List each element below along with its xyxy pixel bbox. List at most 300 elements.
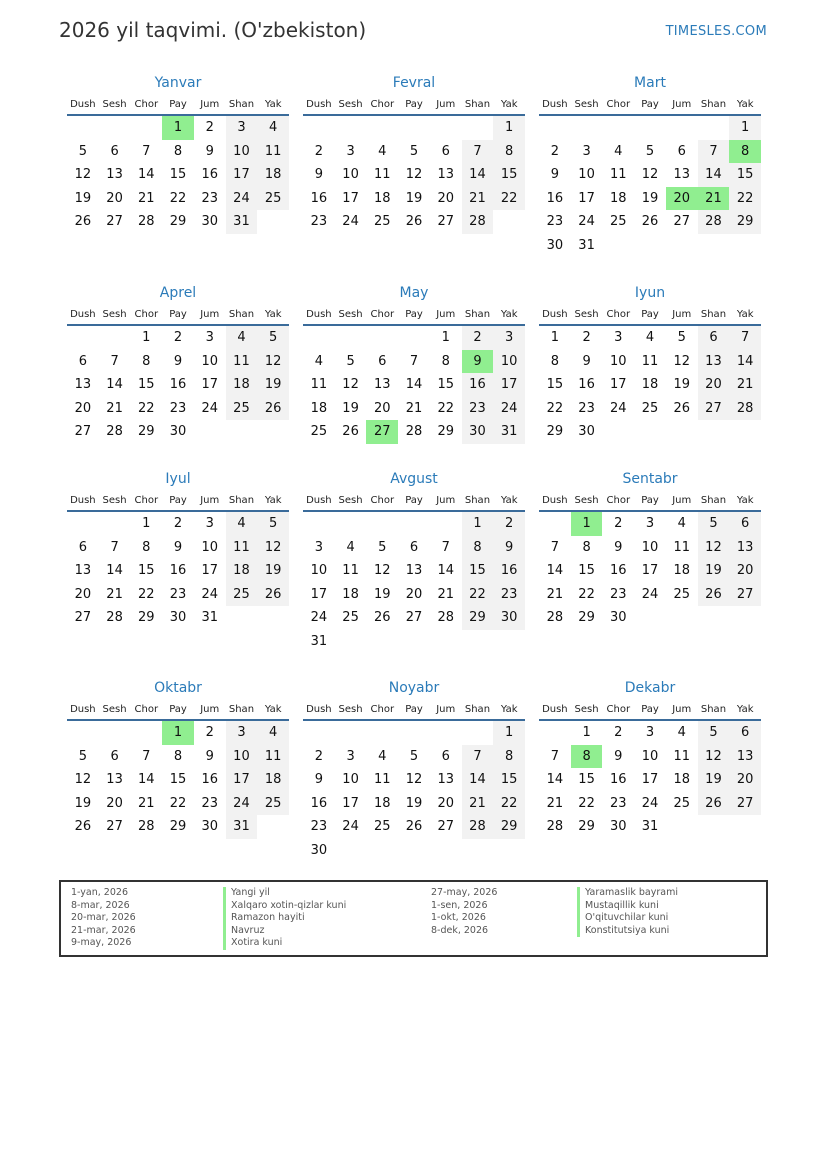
weekday-label: Yak [264,99,282,110]
day-cell: 27 [437,819,454,835]
day-cell: 9 [493,536,525,560]
day-cell: 30 [610,610,627,626]
day-cell: 22 [493,187,525,211]
day-cell: 17 [342,795,359,811]
weekday-label: Pay [169,495,187,506]
legend-holiday-name: Mustaqillik kuni [577,900,678,913]
weekday-label: Jum [436,495,456,506]
empty-day-cell [666,606,698,630]
day-cell: 19 [342,400,359,416]
legend-holiday-name: Xalqaro xotin-qizlar kuni [223,900,346,913]
week-row [539,140,761,164]
week-row [67,350,289,374]
day-cell: 26 [405,214,423,230]
week-row [539,815,761,839]
day-cell: 12 [405,167,423,183]
day-cell: 13 [437,167,454,183]
day-cell: 17 [641,563,659,579]
day-cell: 29 [493,815,525,839]
day-cell: 15 [169,772,187,788]
day-cell: 29 [138,610,155,626]
week-row [67,536,289,560]
day-cell: 21 [437,586,454,602]
day-cell: 12 [641,167,659,183]
weekday-label: Pay [405,309,423,320]
day-cell: 25 [641,400,659,416]
day-cell: 31 [226,815,258,839]
empty-day-cell [130,116,162,140]
empty-day-cell [257,420,289,444]
week-row [539,397,761,421]
day-cell: 28 [138,214,155,230]
empty-day-cell [462,116,494,140]
weekday-label: Sesh [338,99,363,110]
week-row [539,234,761,258]
weekday-header [539,96,761,116]
day-cell: 15 [493,163,525,187]
day-cell: 1 [462,512,494,536]
day-cell: 10 [578,167,595,183]
day-cell: 4 [226,326,258,350]
day-cell: 14 [462,163,494,187]
day-cell: 2 [205,725,214,740]
day-cell: 5 [257,326,289,350]
week-row [539,512,761,536]
weekday-label: Jum [200,495,220,506]
day-cell: 14 [437,563,454,579]
day-cell: 3 [226,116,258,140]
day-cell: 6 [78,353,87,369]
day-cell: 7 [462,140,494,164]
day-cell: 18 [374,190,391,206]
weekday-label: Dush [542,309,568,320]
day-cell: 20 [106,190,123,206]
day-cell: 10 [641,539,659,555]
day-cell: 26 [374,610,391,626]
day-cell: 22 [578,795,595,811]
month-title: Mart [634,75,666,91]
day-cell: 21 [462,187,494,211]
week-row [67,583,289,607]
day-cell: 8 [142,539,151,555]
day-cell: 19 [374,586,391,602]
day-cell: 4 [346,539,355,555]
day-cell: 14 [106,563,123,579]
day-cell: 7 [110,353,119,369]
day-cell: 9 [173,353,183,369]
week-row [539,373,761,397]
empty-day-cell [430,116,462,140]
empty-day-cell [99,721,131,745]
day-cell: 21 [729,373,761,397]
day-cell: 22 [169,795,187,811]
day-cell: 29 [138,424,155,440]
empty-day-cell [303,116,335,140]
day-cell: 28 [698,210,730,234]
week-row [303,721,525,745]
day-cell: 31 [226,210,258,234]
day-cell: 15 [462,559,494,583]
weekday-label: Shan [700,495,727,506]
empty-day-cell [666,116,698,140]
day-cell: 18 [342,586,359,602]
day-cell: 30 [578,424,595,440]
weekday-label: Yak [500,704,518,715]
day-cell: 23 [546,214,564,230]
day-cell: 18 [610,190,627,206]
week-row [539,187,761,211]
empty-day-cell [366,326,398,350]
week-row [67,187,289,211]
day-cell: 28 [138,819,155,835]
month-title: Iyun [634,285,666,301]
day-cell: 27 [106,214,123,230]
day-cell: 26 [74,819,92,835]
day-cell: 26 [257,397,289,421]
day-cell: 19 [698,559,730,583]
empty-day-cell [226,420,258,444]
empty-day-cell [398,116,430,140]
day-cell: 3 [205,516,214,531]
empty-day-cell [698,606,730,630]
empty-day-cell [430,512,462,536]
day-cell: 22 [546,400,564,416]
day-cell: 3 [346,748,355,764]
weekday-label: Dush [306,309,332,320]
week-row [67,792,289,816]
week-row [303,792,525,816]
weekday-label: Yak [500,495,518,506]
week-row [539,606,761,630]
day-cell: 25 [673,586,690,602]
month-yanvar [67,74,289,234]
empty-day-cell [698,234,730,258]
day-cell: 18 [641,377,659,393]
legend-dates-right [431,887,497,937]
empty-day-cell [634,116,666,140]
day-cell: 7 [142,143,151,159]
week-row [539,420,761,444]
week-row [67,768,289,792]
day-cell: 31 [578,237,595,253]
weekday-label: Shan [228,309,255,320]
day-cell: 8 [550,353,559,369]
month-aprel [67,284,289,444]
day-cell: 16 [310,795,328,811]
day-cell: 14 [546,772,564,788]
day-cell: 27 [729,583,761,607]
weekday-label: Jum [672,99,692,110]
weekday-label: Dush [70,495,96,506]
day-cell: 17 [226,768,258,792]
weekday-label: Jum [672,495,692,506]
day-cell: 14 [138,772,155,788]
weekday-label: Pay [641,99,659,110]
day-cell: 19 [673,377,690,393]
day-cell: 28 [437,610,454,626]
day-cell: 5 [698,512,730,536]
weekday-header [67,492,289,512]
day-cell: 10 [342,167,359,183]
day-cell: 9 [314,772,323,788]
day-cell: 1 [550,330,559,345]
day-cell: 30 [201,214,218,230]
week-row [67,326,289,350]
day-cell: 10 [342,772,359,788]
day-cell: 15 [437,377,454,393]
legend-date: 21-mar, 2026 [71,924,136,936]
day-cell: 11 [310,377,328,393]
day-cell: 30 [610,819,627,835]
day-cell: 30 [201,819,218,835]
day-cell: 13 [405,563,423,579]
day-cell: 10 [201,539,218,555]
day-cell: 9 [462,350,494,374]
weekday-label: Shan [464,495,491,506]
week-row [303,745,525,769]
day-cell: 1 [441,330,450,345]
day-cell: 6 [378,353,387,369]
month-iyun [539,284,761,444]
weekday-label: Shan [228,704,255,715]
day-cell: 13 [374,377,391,393]
weekday-label: Pay [405,495,423,506]
day-cell: 2 [550,143,559,159]
day-cell: 1 [162,116,194,140]
weekday-label: Pay [641,704,659,715]
day-cell: 2 [614,725,623,740]
weekday-label: Chor [606,309,631,320]
weekday-label: Yak [736,495,754,506]
day-cell: 24 [493,397,525,421]
day-cell: 3 [493,326,525,350]
day-cell: 6 [78,539,87,555]
legend-date: 20-mar, 2026 [71,912,136,923]
weekday-label: Chor [370,495,395,506]
day-cell: 20 [698,373,730,397]
page-title: 2026 yil taqvimi. (O'zbekiston) [59,18,367,42]
week-row [67,163,289,187]
day-cell: 2 [614,516,623,531]
weekday-label: Shan [464,704,491,715]
day-cell: 24 [578,214,595,230]
week-row [303,373,525,397]
day-cell: 13 [437,772,454,788]
day-cell: 30 [462,420,494,444]
day-cell: 10 [226,745,258,769]
week-row [303,559,525,583]
weekday-header [67,306,289,326]
day-cell: 5 [409,143,419,159]
day-cell: 22 [169,190,187,206]
day-cell: 17 [310,586,328,602]
weekday-label: Sesh [574,99,599,110]
day-cell: 14 [106,377,123,393]
day-cell: 9 [614,539,623,555]
day-cell: 11 [641,353,659,369]
day-cell: 6 [677,143,686,159]
day-cell: 25 [610,214,627,230]
legend-holiday-name: Navruz [223,925,346,938]
weekday-label: Sesh [338,495,363,506]
legend-date: 1-sen, 2026 [431,899,488,911]
day-cell: 17 [342,190,359,206]
weekday-label: Shan [464,99,491,110]
day-cell: 4 [314,353,323,369]
day-cell: 21 [546,795,564,811]
day-cell: 29 [578,610,595,626]
month-title: Iyul [165,471,191,487]
day-cell: 12 [342,377,359,393]
day-cell: 18 [257,768,289,792]
day-cell: 8 [493,140,525,164]
weekday-label: Dush [70,704,96,715]
day-cell: 25 [257,187,289,211]
day-cell: 6 [409,539,419,555]
day-cell: 16 [169,563,187,579]
day-cell: 12 [74,772,92,788]
weekday-label: Sesh [102,495,127,506]
day-cell: 16 [201,772,218,788]
day-cell: 29 [729,210,761,234]
day-cell: 12 [673,353,690,369]
day-cell: 27 [366,420,398,444]
empty-day-cell [335,512,367,536]
empty-day-cell [257,210,289,234]
day-cell: 3 [582,143,591,159]
day-cell: 8 [582,539,591,555]
weekday-label: Sesh [574,704,599,715]
empty-day-cell [602,234,634,258]
empty-day-cell [335,721,367,745]
week-row [303,116,525,140]
day-cell: 21 [698,187,730,211]
empty-day-cell [634,234,666,258]
day-cell: 17 [493,373,525,397]
day-cell: 20 [437,190,454,206]
month-title: Avgust [390,471,438,487]
day-cell: 28 [546,610,564,626]
legend-dates-left [71,887,136,950]
day-cell: 11 [673,748,690,764]
day-cell: 14 [138,167,155,183]
empty-day-cell [99,326,131,350]
empty-day-cell [462,721,494,745]
day-cell: 23 [169,400,187,416]
day-cell: 26 [257,583,289,607]
day-cell: 27 [698,397,730,421]
day-cell: 24 [641,586,659,602]
day-cell: 10 [201,353,218,369]
day-cell: 10 [641,748,659,764]
empty-day-cell [303,512,335,536]
day-cell: 3 [645,516,655,531]
day-cell: 30 [493,606,525,630]
day-cell: 3 [205,330,214,345]
day-cell: 14 [698,163,730,187]
week-row [67,815,289,839]
empty-day-cell [194,420,226,444]
day-cell: 12 [698,745,730,769]
weekday-label: Chor [370,704,395,715]
empty-day-cell [257,606,289,630]
day-cell: 25 [310,424,328,440]
weekday-label: Dush [70,309,96,320]
day-cell: 16 [493,559,525,583]
week-row [303,630,525,654]
weekday-label: Dush [306,704,332,715]
day-cell: 21 [462,792,494,816]
week-row [539,536,761,560]
day-cell: 10 [610,353,627,369]
day-cell: 8 [142,353,151,369]
day-cell: 27 [106,819,123,835]
empty-day-cell [698,420,730,444]
weekday-label: Pay [169,309,187,320]
day-cell: 27 [405,610,423,626]
day-cell: 24 [226,792,258,816]
empty-day-cell [335,839,367,863]
weekday-label: Chor [134,309,159,320]
day-cell: 16 [546,190,564,206]
empty-day-cell [493,210,525,234]
week-row [539,721,761,745]
week-row [303,839,525,863]
day-cell: 12 [74,167,92,183]
day-cell: 10 [310,563,328,579]
day-cell: 26 [74,214,92,230]
day-cell: 19 [641,190,659,206]
week-row [303,140,525,164]
day-cell: 9 [582,353,591,369]
day-cell: 7 [409,353,419,369]
empty-day-cell [67,512,99,536]
empty-day-cell [729,606,761,630]
weekday-label: Chor [370,309,395,320]
day-cell: 21 [106,586,123,602]
day-cell: 15 [578,563,595,579]
day-cell: 2 [314,143,323,159]
day-cell: 30 [169,610,187,626]
day-cell: 26 [673,400,690,416]
day-cell: 11 [610,167,627,183]
day-cell: 20 [405,586,423,602]
site-link[interactable]: TIMESLES.COM [665,24,767,39]
week-row [303,536,525,560]
day-cell: 24 [641,795,659,811]
empty-day-cell [398,512,430,536]
day-cell: 25 [226,397,258,421]
day-cell: 9 [205,748,214,764]
day-cell: 8 [493,745,525,769]
day-cell: 11 [374,167,391,183]
day-cell: 16 [201,167,218,183]
legend-holiday-name: Yaramaslik bayrami [577,887,678,900]
day-cell: 20 [74,586,92,602]
day-cell: 3 [226,721,258,745]
holiday-legend [59,880,768,957]
weekday-label: Chor [134,704,159,715]
day-cell: 24 [226,187,258,211]
empty-day-cell [366,630,398,654]
day-cell: 4 [378,143,387,159]
weekday-label: Pay [169,99,187,110]
day-cell: 13 [698,350,730,374]
day-cell: 5 [698,721,730,745]
day-cell: 8 [729,140,761,164]
day-cell: 19 [405,190,423,206]
empty-day-cell [99,512,131,536]
